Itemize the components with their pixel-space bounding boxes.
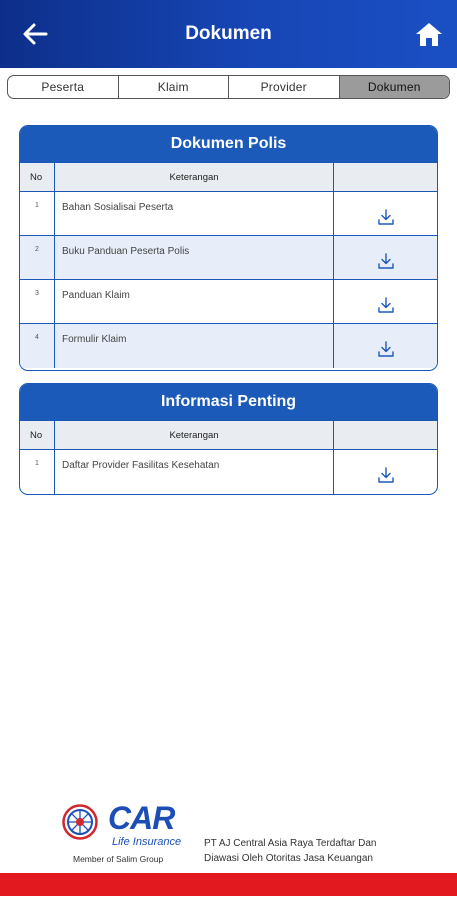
download-cell [334, 236, 437, 279]
table-row [20, 280, 437, 324]
download-icon[interactable] [377, 252, 395, 270]
informasi-penting-card [19, 383, 438, 495]
regulatory-text [204, 836, 377, 866]
download-cell [334, 192, 437, 235]
row-number: 1 [20, 450, 55, 494]
regulatory-line-2: Diawasi Oleh Otoritas Jasa Keuangan [204, 853, 373, 864]
table-row [20, 324, 437, 368]
download-cell [334, 450, 437, 494]
table-header [20, 420, 437, 450]
informasi-penting-title: Informasi Penting [20, 384, 437, 420]
row-description: Buku Panduan Peserta Polis [55, 236, 334, 279]
home-icon[interactable] [415, 21, 443, 47]
footer [0, 800, 457, 870]
row-description: Daftar Provider Fasilitas Kesehatan [55, 450, 334, 494]
app-bar [0, 0, 457, 68]
column-no-header: No [20, 163, 55, 191]
column-no-header: No [20, 421, 55, 449]
download-icon[interactable] [377, 466, 395, 484]
table-row [20, 450, 437, 494]
row-description: Bahan Sosialisai Peserta [55, 192, 334, 235]
member-text: Member of Salim Group [73, 854, 164, 864]
download-icon[interactable] [377, 296, 395, 314]
row-number: 3 [20, 280, 55, 323]
dokumen-polis-title: Dokumen Polis [20, 126, 437, 162]
row-description: Panduan Klaim [55, 280, 334, 323]
download-icon[interactable] [377, 340, 395, 358]
row-number: 2 [20, 236, 55, 279]
row-number: 1 [20, 192, 55, 235]
brand-logo-text: CAR [108, 800, 175, 836]
tab-dokumen[interactable]: Dokumen [340, 76, 450, 98]
table-row [20, 192, 437, 236]
regulatory-line-1: PT AJ Central Asia Raya Terdaftar Dan [204, 838, 377, 849]
column-keterangan-header: Keterangan [55, 163, 334, 191]
table-row [20, 236, 437, 280]
column-download-header [334, 163, 437, 191]
tab-peserta[interactable]: Peserta [8, 76, 119, 98]
table-header [20, 162, 437, 192]
column-download-header [334, 421, 437, 449]
download-cell [334, 280, 437, 323]
row-description: Formulir Klaim [55, 324, 334, 368]
brand-tagline: Life Insurance [112, 836, 182, 848]
download-icon[interactable] [377, 208, 395, 226]
tab-provider[interactable]: Provider [229, 76, 340, 98]
car-emblem-icon [62, 804, 98, 840]
row-number: 4 [20, 324, 55, 368]
tab-klaim[interactable]: Klaim [119, 76, 230, 98]
back-arrow-icon[interactable] [22, 22, 48, 46]
column-keterangan-header: Keterangan [55, 421, 334, 449]
tab-bar [7, 75, 450, 99]
page-title: Dokumen [185, 23, 272, 44]
footer-red-bar [0, 873, 457, 896]
dokumen-polis-card [19, 125, 438, 371]
download-cell [334, 324, 437, 368]
